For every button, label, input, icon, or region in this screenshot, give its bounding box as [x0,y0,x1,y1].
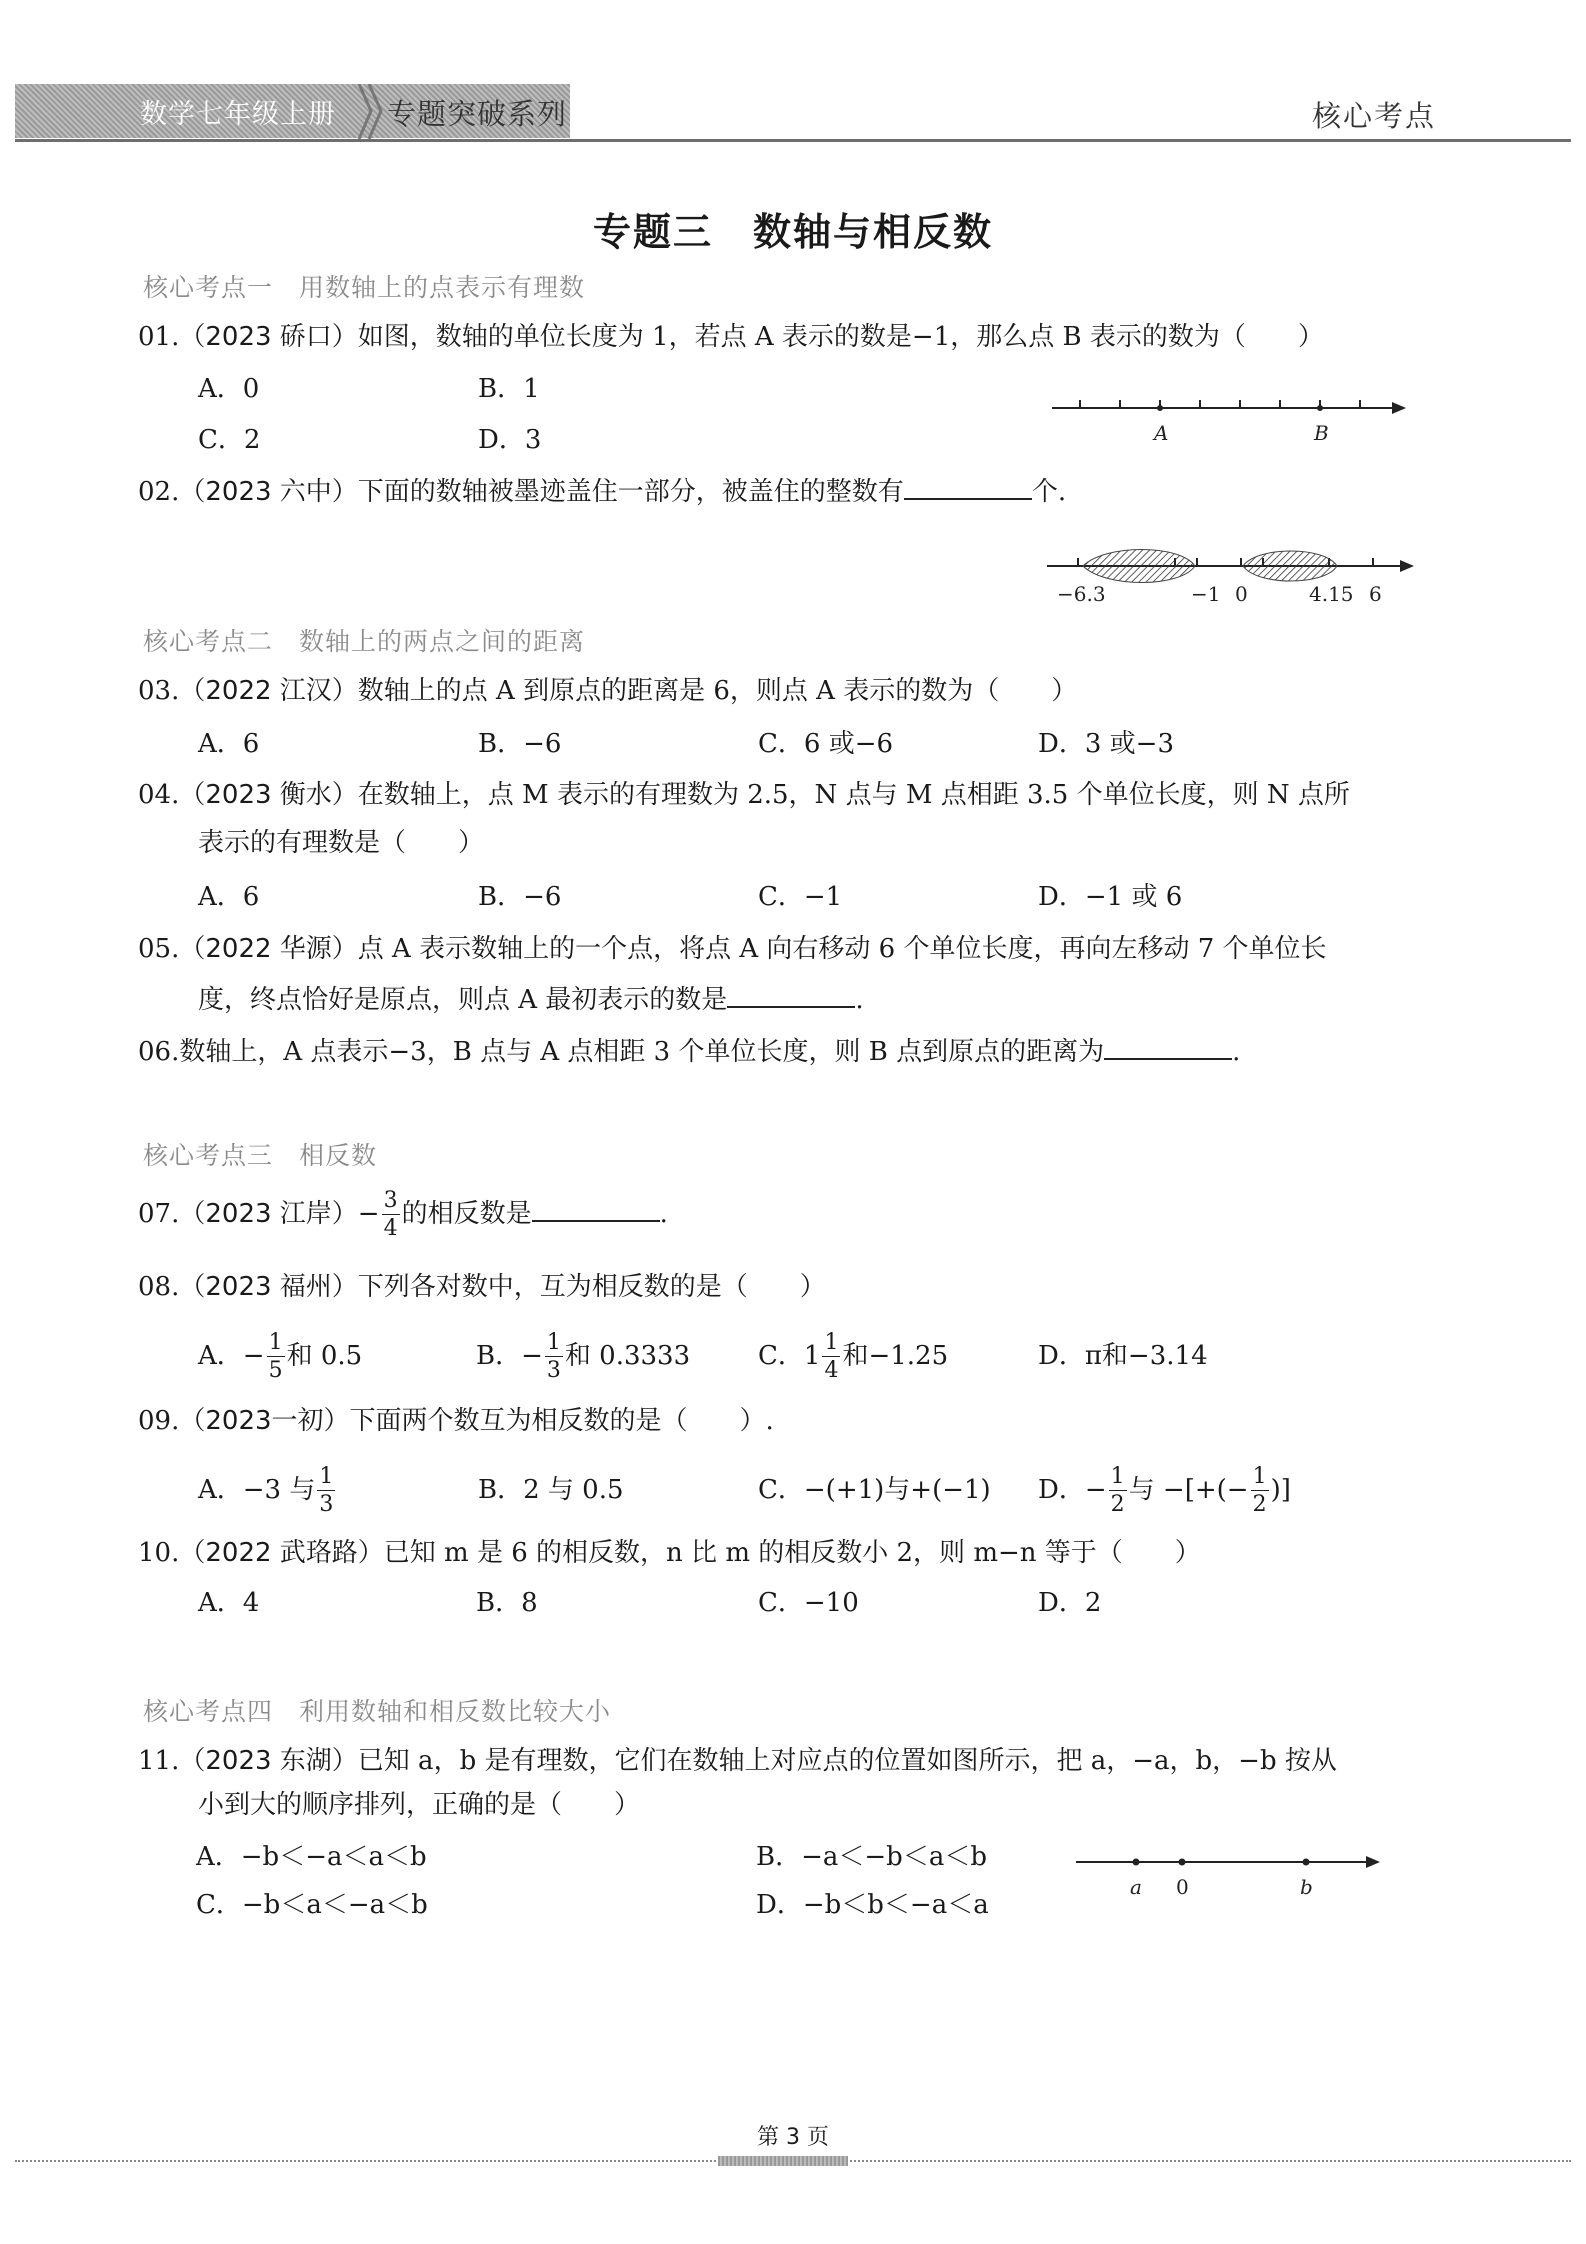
origin-label: 0 [1176,1875,1189,1899]
denominator: 2 [1252,1492,1267,1517]
section-heading-2: 核心考点二 数轴上的两点之间的距离 [143,627,586,656]
q02-number-line [1045,548,1420,608]
numerator: 3 [383,1188,398,1213]
fraction [382,1190,400,1240]
option-label: A． [198,1341,243,1371]
q03-option-d: D．3 或−3 [1038,729,1174,759]
header-series: 专题突破系列 [387,97,568,131]
q08-option-b [476,1332,690,1382]
q08-option-c [758,1332,948,1382]
header-slash-decoration [355,84,385,139]
q01-option-a: A．0 [198,374,260,404]
q10-option-b: B．8 [476,1588,538,1618]
question-source: （2023 硚口） [179,322,358,352]
point-b-label: B [1314,421,1329,445]
question-text: 下列各对数中，互为相反数的是（ ） [357,1272,826,1302]
question-source: （2022 武珞路） [179,1538,384,1568]
question-source: （2023 衡水） [179,780,358,810]
minus-sign: − [357,1199,380,1229]
section-heading-3: 核心考点三 相反数 [143,1141,378,1170]
numerator: 1 [546,1330,561,1355]
question-number: 03. [138,676,180,706]
question-03 [138,672,1077,710]
label-6: 6 [1369,582,1382,606]
question-text: 如图，数轴的单位长度为 1，若点 A 表示的数是−1，那么点 B 表示的数为（ ） [357,322,1324,352]
q09-option-b: B．2 与 0.5 [478,1475,624,1505]
question-text: 数轴上，A 点表示−3，B 点与 A 点相距 3 个单位长度，则 B 点到原点的距离为 [179,1037,1105,1067]
header-book-title: 数学七年级上册 [140,99,336,130]
question-text: 下面的数轴被墨迹盖住一部分，被盖住的整数有 [357,477,904,507]
question-number: 08. [138,1272,180,1302]
question-source: （2023 江岸） [179,1199,358,1229]
section-heading-4: 核心考点四 利用数轴和相反数比较大小 [143,1697,612,1726]
question-11 [138,1742,1337,1780]
denominator: 5 [268,1358,283,1383]
question-number: 01. [138,322,180,352]
denominator: 4 [383,1216,398,1241]
label-neg-6-3: −6.3 [1057,582,1106,606]
fraction [317,1466,335,1516]
question-text: 已知 a，b 是有理数，它们在数轴上对应点的位置如图所示，把 a，−a，b，−b 按从 [357,1746,1337,1776]
header-topic: 核心考点 [1311,99,1436,133]
question-number: 07. [138,1199,180,1229]
q09-option-a [198,1466,337,1516]
page-number: 第 3 页 [757,2125,829,2150]
q09-option-c: C．−(+1)与+(−1) [758,1475,991,1505]
question-source: （2022 华源） [179,934,358,964]
question-text: 已知 m 是 6 的相反数，n 比 m 的相反数小 2，则 m−n 等于（ ） [383,1538,1201,1568]
question-source: （2023 东湖） [179,1746,358,1776]
question-07 [138,1190,668,1240]
q04-option-d: D．−1 或 6 [1038,882,1183,912]
question-source: （2022 江汉） [179,676,358,706]
question-04 [138,776,1350,814]
label-4-15: 4.15 [1309,582,1354,606]
denominator: 2 [1110,1492,1125,1517]
question-text: 点 A 表示数轴上的一个点，将点 A 向右移动 6 个单位长度，再向左移动 7 个单位长 [357,934,1327,964]
q11-number-line [1074,1844,1384,1904]
q10-option-d: D．2 [1038,1588,1102,1618]
point-b-label: b [1300,1875,1313,1899]
q01-option-d: D．3 [478,425,542,455]
question-number: 05. [138,934,180,964]
question-tail: . [855,985,864,1015]
question-04-line-2: 表示的有理数是（ ） [198,828,485,858]
numerator: 1 [1110,1464,1125,1489]
question-tail: . [1232,1037,1241,1067]
option-text: 和−1.25 [842,1341,949,1371]
fraction [1251,1466,1269,1516]
numerator: 1 [824,1330,839,1355]
question-number: 02. [138,477,180,507]
question-08 [138,1268,826,1306]
fraction [1109,1466,1127,1516]
question-number: 11. [138,1746,180,1776]
numerator: 1 [268,1330,283,1355]
point-a-label: a [1130,1875,1142,1899]
footer-bar [718,2156,848,2166]
option-text: 和 0.3333 [564,1341,691,1371]
question-text: 在数轴上，点 M 表示的有理数为 2.5，N 点与 M 点相距 3.5 个单位长度，则 N 点所 [357,780,1350,810]
question-text: 度，终点恰好是原点，则点 A 最初表示的数是 [198,985,728,1015]
question-number: 09. [138,1406,180,1436]
q03-option-a: A．6 [198,729,260,759]
question-number: 04. [138,780,180,810]
q10-option-c: C．−10 [758,1588,859,1618]
minus-sign: − [242,1341,265,1371]
q03-option-c: C．6 或−6 [758,729,894,759]
question-11-line-2: 小到大的顺序排列，正确的是（ ） [198,1790,641,1820]
question-tail: 个. [1031,477,1067,507]
q11-option-c: C．−b＜a＜−a＜b [196,1890,428,1920]
q11-option-d: D．−b＜b＜−a＜a [756,1890,989,1920]
question-source: （2023 福州） [179,1272,358,1302]
question-tail: . [659,1199,668,1229]
question-source: （2023一初） [179,1406,350,1436]
question-text: 下面两个数互为相反数的是（ ）. [349,1406,774,1436]
header-rule [15,139,1571,142]
option-text: )] [1270,1475,1291,1505]
denominator: 4 [824,1358,839,1383]
q01-option-b: B．1 [478,374,540,404]
q04-option-a: A．6 [198,882,260,912]
fraction [822,1332,840,1382]
option-label: B． [476,1341,522,1371]
q11-option-b: B．−a＜−b＜a＜b [756,1842,987,1872]
option-text: 与 −[+(− [1128,1475,1249,1505]
q03-option-b: B．−6 [478,729,562,759]
question-02 [138,472,1066,511]
q11-option-a: A．−b＜−a＜a＜b [196,1842,427,1872]
option-text: 和 0.5 [286,1341,363,1371]
question-number: 10. [138,1538,180,1568]
answer-blank[interactable] [904,472,1032,500]
whole-part: 1 [803,1341,821,1371]
section-heading-1: 核心考点一 用数轴上的点表示有理数 [143,273,586,302]
question-number: 06. [138,1037,180,1067]
q10-option-a: A．4 [198,1588,260,1618]
q04-option-c: C．−1 [758,882,843,912]
answer-blank[interactable] [1104,1032,1232,1060]
question-06 [138,1032,1240,1071]
denominator: 3 [546,1358,561,1383]
q08-option-a [198,1332,362,1382]
question-05-line-2 [198,980,864,1019]
denominator: 3 [319,1492,334,1517]
q01-number-line [1050,390,1410,450]
question-source: （2023 六中） [179,477,358,507]
label-neg-1: −1 [1191,582,1221,606]
question-text: 的相反数是 [401,1199,532,1229]
numerator: 1 [319,1464,334,1489]
page-title: 专题三 数轴与相反数 [592,210,993,254]
option-label: D．− [1038,1475,1107,1505]
numerator: 1 [1252,1464,1267,1489]
option-label: C． [758,1341,804,1371]
option-label: A．−3 与 [198,1475,316,1505]
question-05 [138,930,1327,968]
fraction [545,1332,563,1382]
point-a-label: A [1154,421,1169,445]
fraction [267,1332,285,1382]
label-zero: 0 [1235,582,1248,606]
question-09 [138,1402,774,1440]
question-01 [138,318,1324,356]
minus-sign: − [521,1341,543,1371]
question-text: 数轴上的点 A 到原点的距离是 6，则点 A 表示的数为（ ） [357,676,1078,706]
answer-blank[interactable] [727,980,855,1008]
q08-option-d: D．π和−3.14 [1038,1341,1208,1371]
answer-blank[interactable] [532,1194,660,1222]
q01-option-c: C．2 [198,425,261,455]
q04-option-b: B．−6 [478,882,562,912]
q09-option-d [1038,1466,1291,1516]
question-10 [138,1534,1201,1572]
